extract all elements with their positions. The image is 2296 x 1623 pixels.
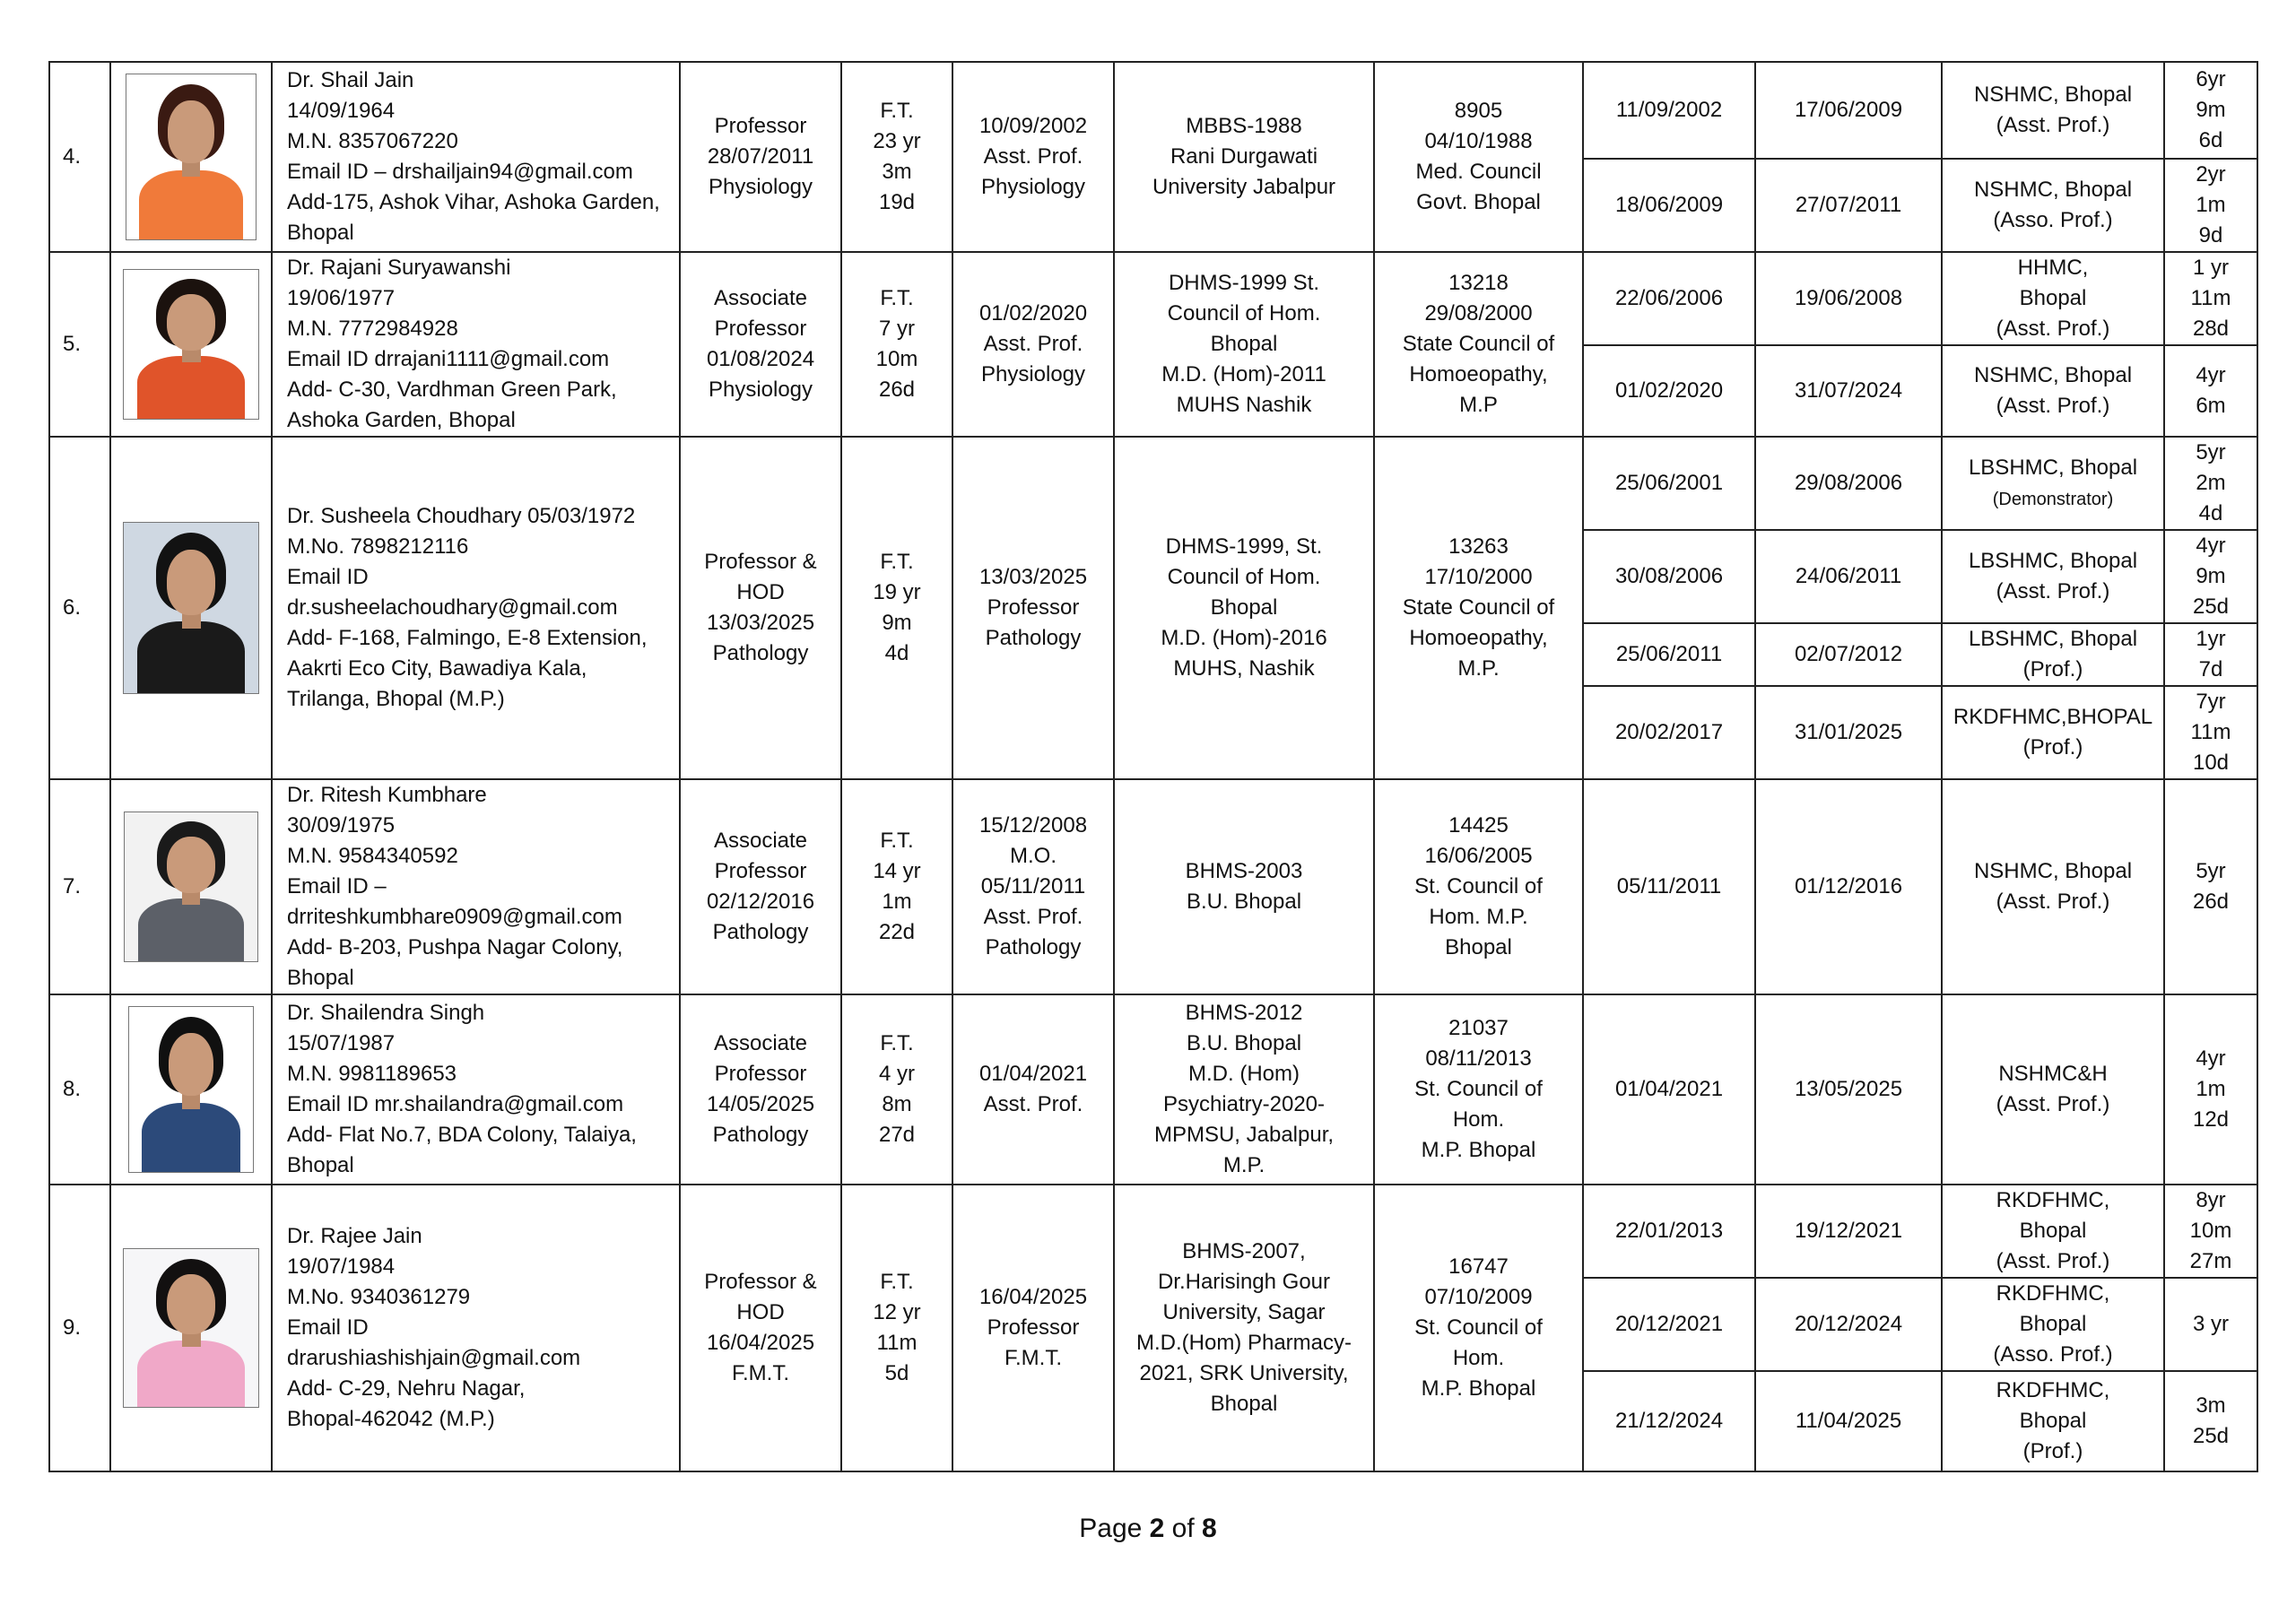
email-address: Email ID – drshailjain94@gmail.com	[287, 160, 633, 184]
faculty-photo	[123, 269, 259, 420]
tenure-cell: F.T. 12 yr 11m 5d	[841, 1185, 952, 1471]
photo-cell	[110, 1185, 272, 1471]
institution-name: RKDFHMC, Bhopal (Asso. Prof.)	[1993, 1281, 2113, 1367]
photo-cell	[110, 437, 272, 779]
institution-name: RKDFHMC, Bhopal (Asst. Prof.)	[1996, 1188, 2110, 1273]
experience-from-date: 30/08/2006	[1583, 530, 1755, 623]
experience-duration: 4yr 6m	[2164, 345, 2257, 437]
qualification-cell: DHMS-1999, St. Council of Hom. Bhopal M.D. (Hom)-2016 MUHS, Nashik	[1114, 437, 1374, 779]
experience-to-date: 29/08/2006	[1755, 437, 1942, 530]
experience-institution	[1942, 1278, 2164, 1371]
experience-duration: 1 yr 11m 28d	[2164, 252, 2257, 345]
designation-cell: Professor & HOD 13/03/2025 Pathology	[680, 437, 841, 779]
experience-institution	[1942, 252, 2164, 345]
experience-duration: 3 yr	[2164, 1278, 2257, 1371]
faculty-photo	[126, 74, 257, 240]
institution-name: RKDFHMC,BHOPAL (Prof.)	[1952, 705, 2153, 759]
institution-name: LBSHMC, Bhopal	[1968, 455, 2138, 480]
faculty-name: Dr. Susheela Choudhary 05/03/1972	[287, 504, 636, 528]
mobile-number: M.No. 9340361279	[287, 1285, 471, 1309]
experience-from-date: 01/02/2020	[1583, 345, 1755, 437]
experience-from-date: 18/06/2009	[1583, 159, 1755, 252]
table-row	[49, 994, 2257, 1185]
experience-duration: 4yr 1m 12d	[2164, 994, 2257, 1185]
mobile-number: M.N. 8357067220	[287, 129, 458, 153]
experience-institution	[1942, 437, 2164, 530]
experience-institution	[1942, 623, 2164, 686]
faculty-name: Dr. Ritesh Kumbhare	[287, 783, 487, 807]
experience-duration: 1yr 7d	[2164, 623, 2257, 686]
registration-cell: 13263 17/10/2000 State Council of Homoeopathy, M.P.	[1374, 437, 1583, 779]
experience-institution	[1942, 1371, 2164, 1471]
faculty-details	[272, 994, 680, 1185]
photo-cell	[110, 994, 272, 1185]
experience-from-date: 25/06/2001	[1583, 437, 1755, 530]
qualification-cell: BHMS-2007, Dr.Harisingh Gour University, Sagar M.D.(Hom) Pharmacy- 2021, SRK University, Bhopal	[1114, 1185, 1374, 1471]
experience-duration: 5yr 26d	[2164, 779, 2257, 994]
joining-cell: 15/12/2008 M.O. 05/11/2011 Asst. Prof. Pathology	[952, 779, 1114, 994]
qualification-cell: MBBS-1988 Rani Durgawati University Jabalpur	[1114, 62, 1374, 252]
experience-institution	[1942, 62, 2164, 159]
designation-cell: Associate Professor 02/12/2016 Pathology	[680, 779, 841, 994]
footer-page-total: 8	[1202, 1514, 1217, 1543]
experience-to-date: 31/01/2025	[1755, 686, 1942, 779]
designation-cell: Associate Professor 01/08/2024 Physiology	[680, 252, 841, 437]
experience-duration: 2yr 1m 9d	[2164, 159, 2257, 252]
tenure-cell: F.T. 19 yr 9m 4d	[841, 437, 952, 779]
email-address: Email ID drrajani1111@gmail.com	[287, 347, 610, 371]
experience-to-date: 20/12/2024	[1755, 1278, 1942, 1371]
table-row	[49, 252, 2257, 345]
faculty-name: Dr. Rajani Suryawanshi	[287, 256, 511, 280]
serial-number: 4.	[49, 62, 110, 252]
date-of-birth: 30/09/1975	[287, 813, 396, 838]
faculty-details	[272, 252, 680, 437]
experience-institution	[1942, 345, 2164, 437]
designation-cell: Professor 28/07/2011 Physiology	[680, 62, 841, 252]
tenure-cell: F.T. 7 yr 10m 26d	[841, 252, 952, 437]
mobile-number: M.N. 9584340592	[287, 844, 458, 868]
date-of-birth: 19/06/1977	[287, 286, 396, 310]
experience-from-date: 05/11/2011	[1583, 779, 1755, 994]
mobile-number: M.N. 7772984928	[287, 317, 458, 341]
experience-to-date: 17/06/2009	[1755, 62, 1942, 159]
serial-number: 8.	[49, 994, 110, 1185]
experience-to-date: 27/07/2011	[1755, 159, 1942, 252]
registration-cell: 16747 07/10/2009 St. Council of Hom. M.P. Bhopal	[1374, 1185, 1583, 1471]
institution-role-note: (Demonstrator)	[1992, 489, 2114, 509]
postal-address: Add- Flat No.7, BDA Colony, Talaiya, Bhopal	[287, 1123, 637, 1177]
experience-from-date: 22/01/2013	[1583, 1185, 1755, 1278]
postal-address: Add- C-30, Vardhman Green Park, Ashoka Garden, Bhopal	[287, 378, 617, 432]
registration-cell: 8905 04/10/1988 Med. Council Govt. Bhopal	[1374, 62, 1583, 252]
institution-name: NSHMC&H (Asst. Prof.)	[1996, 1062, 2110, 1116]
faculty-photo	[123, 522, 259, 694]
photo-cell	[110, 252, 272, 437]
experience-duration: 5yr 2m 4d	[2164, 437, 2257, 530]
serial-number: 7.	[49, 779, 110, 994]
joining-cell: 13/03/2025 Professor Pathology	[952, 437, 1114, 779]
experience-institution	[1942, 1185, 2164, 1278]
designation-cell: Associate Professor 14/05/2025 Pathology	[680, 994, 841, 1185]
experience-from-date: 11/09/2002	[1583, 62, 1755, 159]
postal-address: Add-175, Ashok Vihar, Ashoka Garden, Bhopal	[287, 190, 660, 245]
experience-from-date: 21/12/2024	[1583, 1371, 1755, 1471]
faculty-photo	[128, 1006, 254, 1173]
experience-institution	[1942, 994, 2164, 1185]
table-row	[49, 1185, 2257, 1278]
footer-page-number: 2	[1149, 1514, 1165, 1543]
experience-duration: 7yr 11m 10d	[2164, 686, 2257, 779]
institution-name: NSHMC, Bhopal (Asst. Prof.)	[1973, 363, 2133, 418]
qualification-cell: BHMS-2012 B.U. Bhopal M.D. (Hom) Psychiatry-2020- MPMSU, Jabalpur, M.P.	[1114, 994, 1374, 1185]
joining-cell: 01/02/2020 Asst. Prof. Physiology	[952, 252, 1114, 437]
experience-from-date: 01/04/2021	[1583, 994, 1755, 1185]
joining-cell: 16/04/2025 Professor F.M.T.	[952, 1185, 1114, 1471]
date-of-birth: 14/09/1964	[287, 99, 396, 123]
institution-name: LBSHMC, Bhopal (Prof.)	[1968, 627, 2138, 681]
registration-cell: 21037 08/11/2013 St. Council of Hom. M.P. Bhopal	[1374, 994, 1583, 1185]
email-address: Email ID drarushiashishjain@gmail.com	[287, 1315, 581, 1370]
serial-number: 6.	[49, 437, 110, 779]
faculty-photo	[124, 812, 258, 962]
faculty-name: Dr. Rajee Jain	[287, 1224, 422, 1248]
email-address: Email ID – drriteshkumbhare0909@gmail.com	[287, 874, 622, 929]
postal-address: Add- F-168, Falmingo, E-8 Extension, Aakrti Eco City, Bawadiya Kala, Trilanga, Bhopal (M.P.)	[287, 626, 648, 711]
page-footer	[0, 1514, 2296, 1544]
date-of-birth: 19/07/1984	[287, 1254, 396, 1279]
postal-address: Add- C-29, Nehru Nagar, Bhopal-462042 (M.P.)	[287, 1376, 526, 1431]
table-row	[49, 62, 2257, 159]
experience-duration: 8yr 10m 27m	[2164, 1185, 2257, 1278]
experience-to-date: 02/07/2012	[1755, 623, 1942, 686]
experience-institution	[1942, 779, 2164, 994]
experience-to-date: 31/07/2024	[1755, 345, 1942, 437]
qualification-cell: DHMS-1999 St. Council of Hom. Bhopal M.D. (Hom)-2011 MUHS Nashik	[1114, 252, 1374, 437]
faculty-name: Dr. Shail Jain	[287, 68, 414, 92]
experience-to-date: 11/04/2025	[1755, 1371, 1942, 1471]
registration-cell: 14425 16/06/2005 St. Council of Hom. M.P. Bhopal	[1374, 779, 1583, 994]
footer-middle: of	[1164, 1514, 1203, 1543]
experience-to-date: 01/12/2016	[1755, 779, 1942, 994]
experience-duration: 6yr 9m 6d	[2164, 62, 2257, 159]
experience-to-date: 19/12/2021	[1755, 1185, 1942, 1278]
photo-cell	[110, 779, 272, 994]
institution-name: HHMC, Bhopal (Asst. Prof.)	[1996, 256, 2110, 341]
mobile-number: M.N. 9981189653	[287, 1062, 457, 1086]
joining-cell: 10/09/2002 Asst. Prof. Physiology	[952, 62, 1114, 252]
experience-duration: 4yr 9m 25d	[2164, 530, 2257, 623]
institution-name: RKDFHMC, Bhopal (Prof.)	[1996, 1378, 2110, 1463]
experience-to-date: 24/06/2011	[1755, 530, 1942, 623]
faculty-details	[272, 437, 680, 779]
joining-cell: 01/04/2021 Asst. Prof.	[952, 994, 1114, 1185]
email-address: Email ID dr.susheelachoudhary@gmail.com	[287, 565, 618, 620]
tenure-cell: F.T. 4 yr 8m 27d	[841, 994, 952, 1185]
experience-from-date: 25/06/2011	[1583, 623, 1755, 686]
institution-name: NSHMC, Bhopal (Asst. Prof.)	[1973, 859, 2133, 914]
faculty-details	[272, 1185, 680, 1471]
faculty-name: Dr. Shailendra Singh	[287, 1001, 485, 1025]
experience-institution	[1942, 530, 2164, 623]
experience-duration: 3m 25d	[2164, 1371, 2257, 1471]
institution-name: NSHMC, Bhopal (Asst. Prof.)	[1973, 82, 2133, 137]
experience-from-date: 20/12/2021	[1583, 1278, 1755, 1371]
experience-to-date: 19/06/2008	[1755, 252, 1942, 345]
experience-institution	[1942, 686, 2164, 779]
serial-number: 9.	[49, 1185, 110, 1471]
faculty-details	[272, 779, 680, 994]
experience-from-date: 22/06/2006	[1583, 252, 1755, 345]
experience-institution	[1942, 159, 2164, 252]
experience-from-date: 20/02/2017	[1583, 686, 1755, 779]
faculty-details	[272, 62, 680, 252]
faculty-table-container	[48, 61, 2257, 1472]
mobile-number: M.No. 7898212116	[287, 534, 469, 559]
footer-prefix: Page	[1079, 1514, 1150, 1543]
institution-name: NSHMC, Bhopal (Asso. Prof.)	[1973, 178, 2133, 232]
tenure-cell: F.T. 23 yr 3m 19d	[841, 62, 952, 252]
experience-to-date: 13/05/2025	[1755, 994, 1942, 1185]
email-address: Email ID mr.shailandra@gmail.com	[287, 1092, 624, 1116]
table-row	[49, 437, 2257, 530]
postal-address: Add- B-203, Pushpa Nagar Colony, Bhopal	[287, 935, 623, 990]
faculty-photo	[123, 1248, 259, 1408]
tenure-cell: F.T. 14 yr 1m 22d	[841, 779, 952, 994]
photo-cell	[110, 62, 272, 252]
qualification-cell: BHMS-2003 B.U. Bhopal	[1114, 779, 1374, 994]
faculty-table	[48, 61, 2258, 1472]
institution-name: LBSHMC, Bhopal (Asst. Prof.)	[1968, 549, 2138, 603]
date-of-birth: 15/07/1987	[287, 1031, 396, 1055]
table-row	[49, 779, 2257, 994]
serial-number: 5.	[49, 252, 110, 437]
registration-cell: 13218 29/08/2000 State Council of Homoeopathy, M.P	[1374, 252, 1583, 437]
designation-cell: Professor & HOD 16/04/2025 F.M.T.	[680, 1185, 841, 1471]
